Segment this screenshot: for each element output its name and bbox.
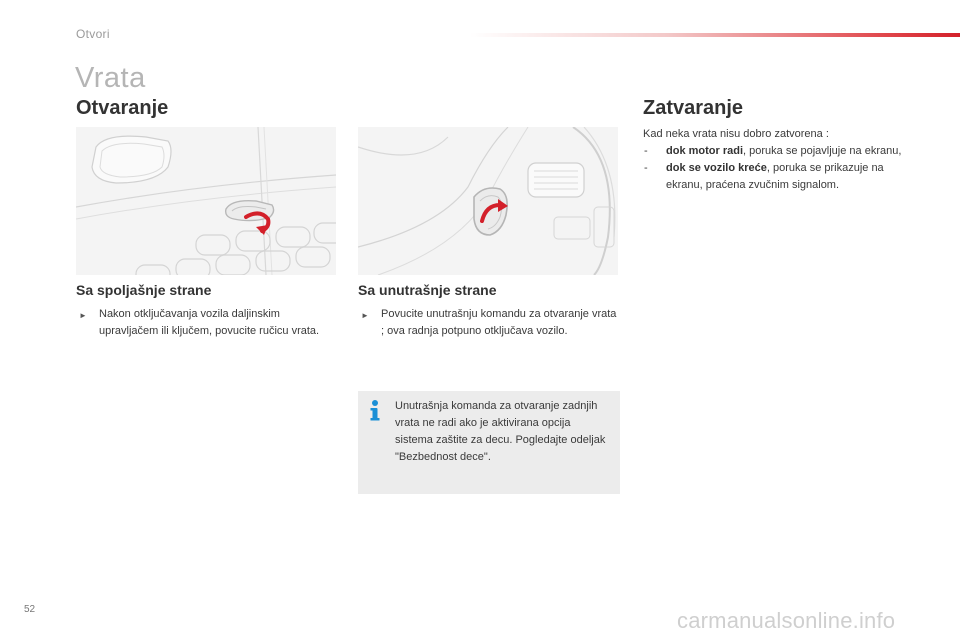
arrow-right-icon: ►	[79, 311, 87, 320]
list-dash: -	[644, 162, 648, 174]
header-accent-bar	[470, 33, 960, 37]
arrow-right-icon: ►	[361, 311, 369, 320]
closing-item-bold: dok se vozilo kreće	[666, 162, 767, 174]
closing-section	[643, 126, 908, 194]
outside-handle-drawing	[76, 127, 336, 275]
info-text: Unutrašnja komanda za otvaranje zadnjih vrata ne radi ako je aktivirana opcija sistema zaštite za decu. Pogledajte odeljak "Bezbednost dece".	[395, 400, 606, 463]
outside-instruction	[76, 306, 326, 340]
closing-item	[643, 143, 908, 160]
list-dash: -	[644, 145, 648, 157]
closing-intro: Kad neka vrata nisu dobro zatvorena :	[643, 128, 829, 140]
page-title: Vrata	[75, 62, 146, 94]
inside-subheading: Sa unutrašnje strane	[358, 282, 497, 298]
closing-item-text: , poruka se pojavljuje na ekranu,	[743, 145, 902, 157]
outside-instruction-text: Nakon otključavanja vozila daljinskim upravljačem ili ključem, povucite ručicu vrata.	[99, 308, 320, 337]
closing-item-bold: dok motor radi	[666, 145, 744, 157]
watermark: carmanualsonline.info	[677, 608, 896, 633]
section-label: Otvori	[76, 27, 110, 41]
outside-subheading: Sa spoljašnje strane	[76, 282, 212, 298]
closing-item-text: , poruka se prikazuje na ekranu, praćena zvučnim signalom.	[666, 162, 884, 191]
outside-handle-illustration	[76, 127, 336, 275]
closing-heading: Zatvaranje	[643, 97, 744, 119]
info-icon	[368, 399, 382, 421]
inside-instruction	[358, 306, 620, 340]
closing-item	[643, 160, 908, 194]
inside-handle-drawing	[358, 127, 618, 275]
opening-heading: Otvaranje	[76, 97, 169, 119]
inside-handle-illustration	[358, 127, 618, 275]
inside-instruction-text: Povucite unutrašnju komandu za otvaranje vrata ; ova radnja potpuno otključava vozilo.	[381, 308, 617, 337]
info-box	[358, 391, 620, 494]
page-number: 52	[24, 604, 36, 615]
